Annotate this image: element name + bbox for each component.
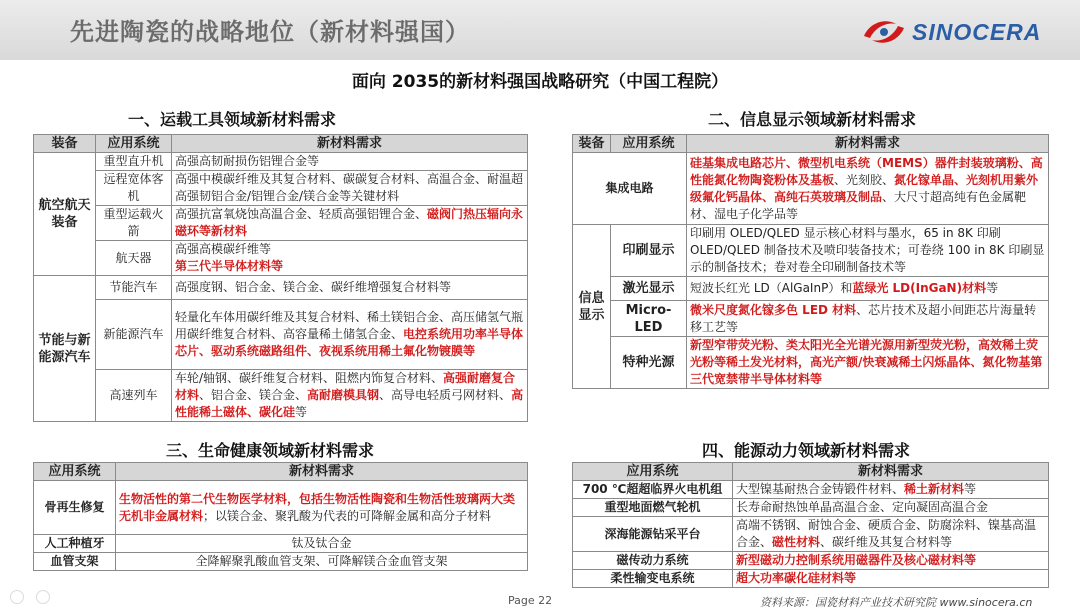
requirement-text: 、高导电轻质弓网材料、 (379, 388, 512, 402)
requirement-cell (687, 277, 1049, 301)
requirement-text: 等 (986, 281, 999, 295)
slide-subtitle: 面向 2035的新材料强国战略研究（中国工程院） (351, 72, 729, 92)
section-title-info: 二、信息显示领域新材料需求 (708, 110, 917, 129)
requirement-text: 等 (295, 405, 308, 419)
header-cell: 应用系统 (96, 135, 172, 153)
requirement-text: 钛及钛合金 (291, 536, 352, 550)
system-cell: 激光显示 (611, 277, 687, 301)
requirement-text: 大型镍基耐热合金铸锻件材料、 (736, 482, 905, 496)
header-cell: 应用系统 (611, 135, 687, 153)
header-cell: 新材料需求 (172, 135, 528, 153)
table-row (573, 481, 1049, 499)
requirement-cell (687, 337, 1049, 389)
requirement-cell (733, 499, 1049, 517)
source-note: 资料来源：国瓷材料产业技术研究院 www.sinocera.cn (760, 596, 1033, 609)
highlight-text: 超大功率碳化硅材料等 (736, 571, 857, 585)
requirement-cell (172, 241, 528, 276)
system-cell: 700 ℃超超临界火电机组 (573, 481, 733, 499)
table-row (34, 153, 528, 171)
requirement-text: 短波长红光 LD（AlGaInP）和 (690, 281, 853, 295)
table-row (573, 277, 1049, 301)
table-row (34, 276, 528, 300)
requirement-text: 、大尺寸超高纯有色金属靶材、湿电子化学品等 (690, 189, 1027, 221)
table-row (34, 370, 528, 422)
info-table (572, 134, 1049, 389)
requirement-text: 等 (964, 482, 977, 496)
category-cell: 信息显示 (573, 225, 611, 389)
requirement-text: 轻量化车体用碳纤维及其复合材料、稀土镁铝合金、高压储氢气瓶用碳纤维复合材料、高容量稀土储氢合金、 (175, 310, 524, 341)
table-row (573, 337, 1049, 389)
category-cell: 节能与新能源汽车 (34, 276, 96, 422)
requirement-text: 高强抗富氧烧蚀高温合金、轻质高强铝锂合金、 (175, 207, 428, 221)
highlight-text: 磁性材料 (772, 535, 821, 549)
highlight-text: 电控系统用功率半导体芯片、驱动系统磁路组件、夜视系统用稀土氟化物镀膜等 (175, 327, 524, 358)
requirement-text: 高强中模碳纤维及其复合材料、碳碳复合材料、高温合金、耐温超高强韧铝合金/铝锂合金/镁合金等关键材料 (175, 172, 524, 203)
table-row (573, 301, 1049, 337)
energy-table (572, 462, 1049, 588)
system-cell: Micro-LED (611, 301, 687, 337)
highlight-text: 新型磁动力控制系统用磁器件及核心磁材料等 (736, 553, 977, 567)
system-cell: 新能源汽车 (96, 300, 172, 370)
table-row (573, 499, 1049, 517)
section-title-transport: 一、运载工具领域新材料需求 (128, 110, 337, 129)
requirement-cell (172, 276, 528, 300)
system-cell: 磁传动力系统 (573, 552, 733, 570)
system-cell: 远程宽体客机 (96, 171, 172, 206)
table-row (34, 206, 528, 241)
system-cell: 集成电路 (573, 153, 687, 225)
requirement-cell (172, 206, 528, 241)
requirement-cell (116, 553, 528, 571)
table-row (34, 171, 528, 206)
section-title-health: 三、生命健康领域新材料需求 (166, 441, 375, 460)
requirement-text: 印刷用 OLED/QLED 显示核心材料与墨水，65 in 8K 印刷 OLED/QLED 制备技术及喷印装备技术；可卷绕 100 in 8K 印刷显示的制备技术；卷对卷全印刷制备技术等 (690, 226, 1045, 274)
requirement-text: 高强高韧耐损伤铝锂合金等 (175, 154, 320, 168)
logo-text: SINOCERA (912, 18, 1042, 45)
sinocera-logo-icon (860, 14, 908, 50)
highlight-text: 蓝绿光 LD(InGaN)材料 (852, 281, 987, 295)
system-cell: 航天器 (96, 241, 172, 276)
highlight-text: 生物活性的第二代生物医学材料，包括生物活性陶瓷和生物活性玻璃两大类无机非金属材料 (119, 491, 516, 523)
system-cell: 印刷显示 (611, 225, 687, 277)
highlight-text: 氮化镓单晶、光刻机用紫外级氟化钙晶体、高纯石英玻璃及制品 (690, 172, 1039, 204)
highlight-text: 稀土新材料 (904, 482, 965, 496)
table-row (34, 481, 528, 535)
table-row (34, 535, 528, 553)
table-row (573, 225, 1049, 277)
system-cell: 特种光源 (611, 337, 687, 389)
system-cell: 重型地面燃气轮机 (573, 499, 733, 517)
requirement-cell (116, 535, 528, 553)
table-row (34, 241, 528, 276)
header-cell: 新材料需求 (116, 463, 528, 481)
highlight-text: 硅基集成电路芯片、微型机电系统（MEMS）器件封装玻璃粉、高性能氮化物陶瓷粉体及基板 (690, 155, 1043, 187)
table-row (34, 553, 528, 571)
table-row (34, 300, 528, 370)
system-cell: 重型直升机 (96, 153, 172, 171)
system-cell: 节能汽车 (96, 276, 172, 300)
highlight-text: 高性能稀土磁体、碳化硅 (175, 388, 524, 419)
requirement-cell (172, 153, 528, 171)
system-cell: 重型运载火箭 (96, 206, 172, 241)
header-cell: 新材料需求 (733, 463, 1049, 481)
system-cell: 深海能源钻采平台 (573, 517, 733, 552)
header-cell: 应用系统 (34, 463, 116, 481)
requirement-text: 、碳纤维及其复合材料等 (820, 535, 953, 549)
header-cell: 装备 (34, 135, 96, 153)
watermark-icon (10, 590, 24, 604)
highlight-text: 高强耐磨复合材料 (175, 371, 516, 402)
section-title-energy: 四、能源动力领域新材料需求 (702, 441, 911, 460)
requirement-text: 高强高模碳纤维等 (175, 242, 272, 256)
requirement-cell (687, 301, 1049, 337)
system-cell: 骨再生修复 (34, 481, 116, 535)
requirement-cell (172, 370, 528, 422)
requirement-text: 高强度钢、铝合金、镁合金、碳纤维增强复合材料等 (175, 280, 452, 294)
requirement-text: 车轮/轴钢、碳纤维复合材料、阻燃内饰复合材料、 (175, 371, 444, 385)
requirement-text: 长寿命耐热蚀单晶高温合金、定向凝固高温合金 (736, 500, 989, 514)
requirement-cell (116, 481, 528, 535)
table-row (573, 552, 1049, 570)
requirement-cell (172, 300, 528, 370)
requirement-text: 、芯片技术及超小间距芯片海量转移工艺等 (690, 302, 1037, 334)
highlight-text: 微米尺度氮化镓多色 LED 材料 (690, 302, 857, 317)
page-title: 先进陶瓷的战略地位（新材料强国） (70, 18, 470, 46)
header-cell: 装备 (573, 135, 611, 153)
requirement-cell (733, 481, 1049, 499)
table-header-row (34, 135, 528, 153)
header-cell: 应用系统 (573, 463, 733, 481)
table-header-row (573, 135, 1049, 153)
table-header-row (34, 463, 528, 481)
table-header-row (573, 463, 1049, 481)
highlight-text: 磁阀门热压辐向永磁环等新材料 (175, 207, 524, 238)
system-cell: 柔性输变电系统 (573, 570, 733, 588)
header-cell: 新材料需求 (687, 135, 1049, 153)
highlight-text: 第三代半导体材料等 (175, 259, 284, 273)
requirement-cell (733, 552, 1049, 570)
system-cell: 高速列车 (96, 370, 172, 422)
company-logo (860, 12, 1060, 52)
transport-table (33, 134, 528, 422)
category-cell: 航空航天装备 (34, 153, 96, 276)
requirement-cell (733, 570, 1049, 588)
requirement-text: 、铝合金、镁合金、 (199, 388, 308, 402)
highlight-text: 新型窄带荧光粉、类太阳光全光谱光源用新型荧光粉，高效稀土荧光粉等稀土发光材料，高光产额/快衰减稀土闪烁晶体、氮化物基第三代宽禁带半导体材料等 (690, 338, 1043, 386)
table-row (573, 570, 1049, 588)
highlight-text: 高耐磨模具钢 (307, 388, 380, 402)
system-cell: 人工种植牙 (34, 535, 116, 553)
requirement-text: 高端不锈钢、耐蚀合金、硬质合金、防腐涂料、镍基高温合金、 (736, 518, 1037, 549)
health-table (33, 462, 528, 571)
table-row (573, 153, 1049, 225)
requirement-cell (172, 171, 528, 206)
requirement-cell (733, 517, 1049, 552)
requirement-text: 、光刻胶、 (834, 172, 895, 187)
requirement-cell (687, 153, 1049, 225)
table-row (573, 517, 1049, 552)
requirement-text: ；以镁合金、聚乳酸为代表的可降解金属和高分子材料 (203, 508, 492, 523)
page-number: Page 22 (508, 594, 553, 607)
requirement-text: 全降解聚乳酸血管支架、可降解镁合金血管支架 (195, 554, 448, 568)
system-cell: 血管支架 (34, 553, 116, 571)
watermark-icon (36, 590, 50, 604)
requirement-cell (687, 225, 1049, 277)
